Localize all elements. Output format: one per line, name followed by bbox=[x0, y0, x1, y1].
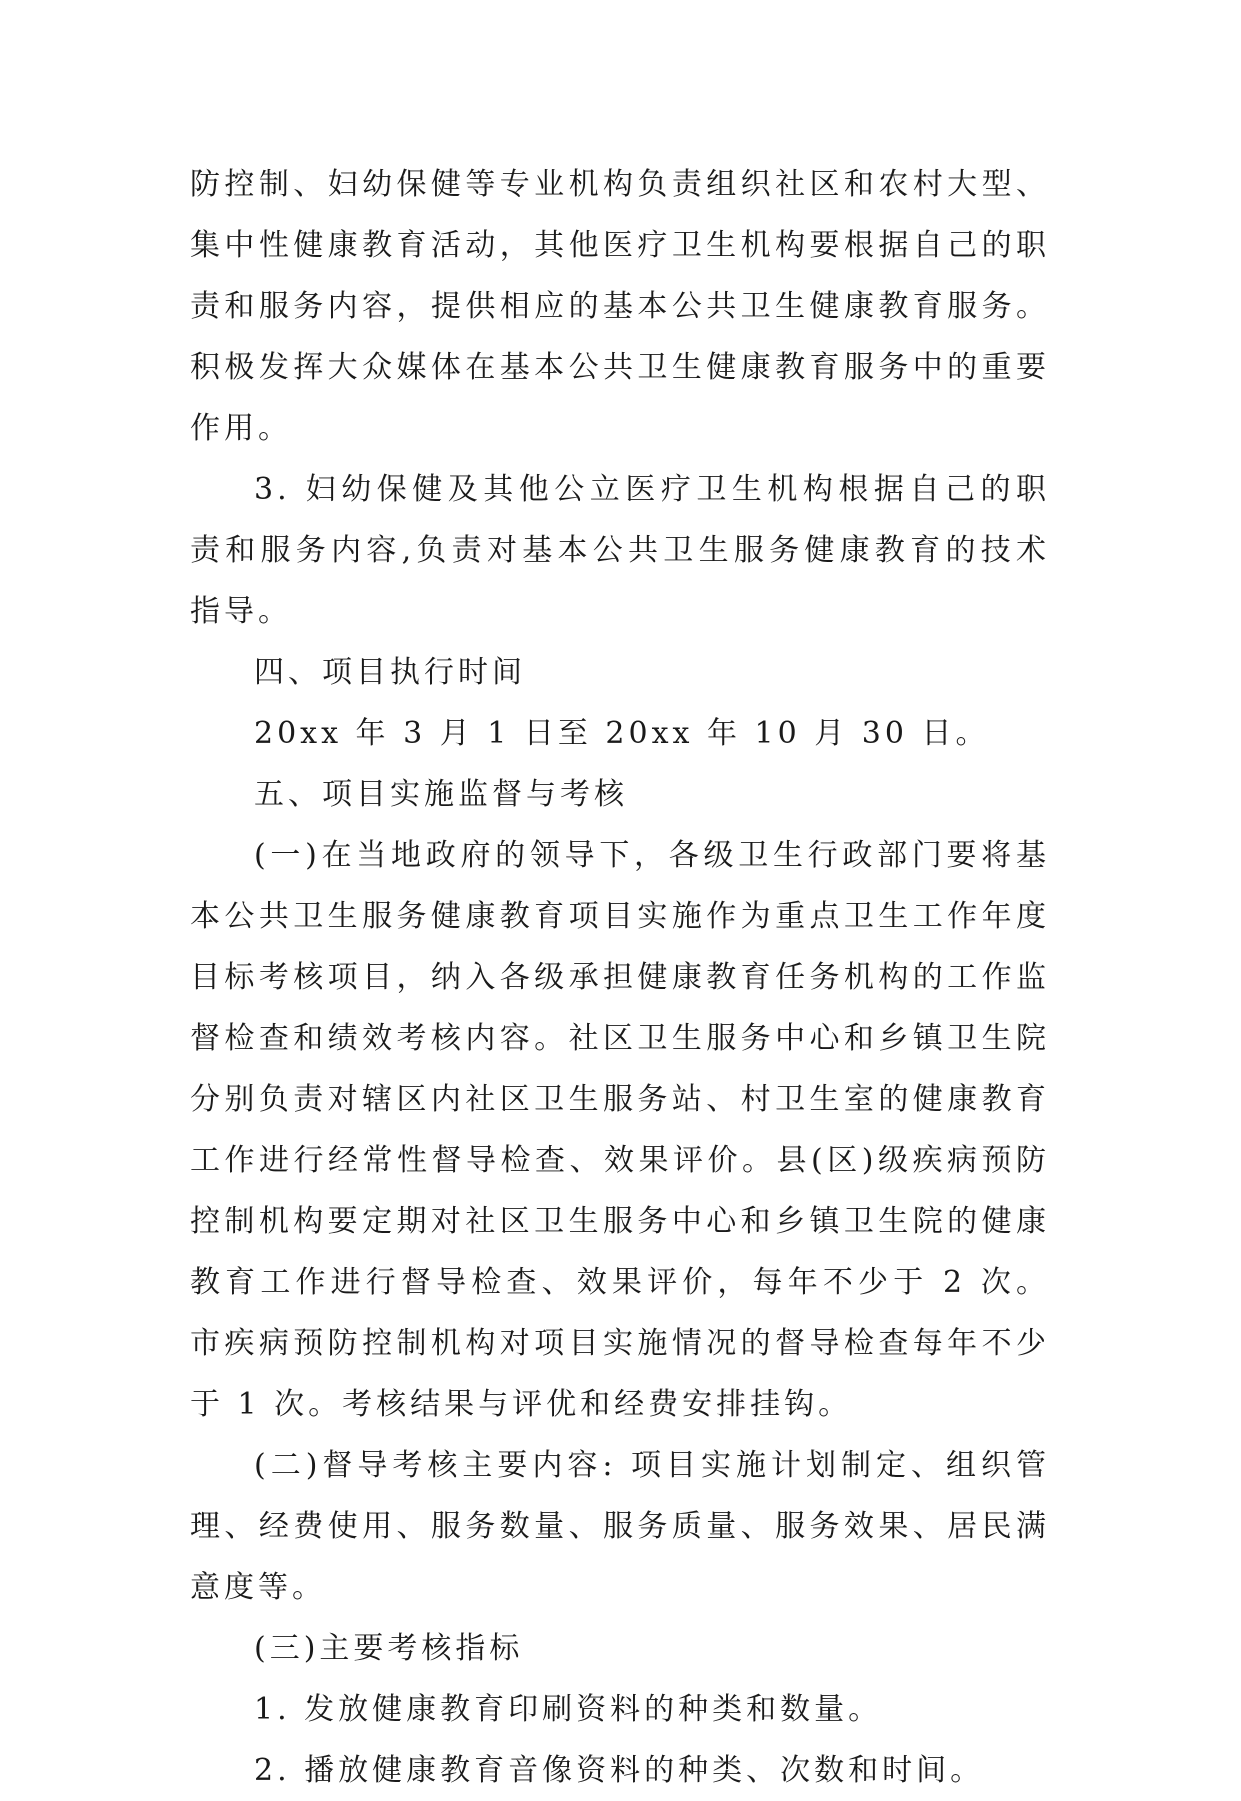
paragraph-supervision: (一)在当地政府的领导下，各级卫生行政部门要将基本公共卫生服务健康教育项目实施作为重点卫生工作年度目标考核项目，纳入各级承担健康教育任务机构的工作监督检查和绩效考核内容。社区卫生服务中心和乡镇卫生院分别负责对辖区内社区卫生服务站、村卫生室的健康教育工作进行经常性督导检查、效果评价。县(区)级疾病预防控制机构要定期对社区卫生服务中心和乡镇卫生院的健康教育工作进行督导检查、效果评价，每年不少于 2 次。市疾病预防控制机构对项目实施情况的督导检查每年不少于 1 次。考核结果与评优和经费安排挂钩。 bbox=[190, 838, 1050, 1422]
paragraph-continuation: 防控制、妇幼保健等专业机构负责组织社区和农村大型、集中性健康教育活动，其他医疗卫生机构要根据自己的职责和服务内容，提供相应的基本公共卫生健康教育服务。积极发挥大众媒体在基本公共卫生健康教育服务中的重要作用。 bbox=[190, 167, 1050, 446]
paragraph-assessment-content: (二)督导考核主要内容: 项目实施计划制定、组织管理、经费使用、服务数量、服务质量、服务效果、居民满意度等。 bbox=[190, 1448, 1050, 1605]
section-heading-5: 五、项目实施监督与考核 bbox=[254, 777, 628, 812]
indicator-item-1: 1. 发放健康教育印刷资料的种类和数量。 bbox=[254, 1692, 883, 1727]
indicator-item-2: 2. 播放健康教育音像资料的种类、次数和时间。 bbox=[254, 1753, 985, 1788]
section-heading-4: 四、项目执行时间 bbox=[254, 655, 526, 690]
execution-period: 20xx 年 3 月 1 日至 20xx 年 10 月 30 日。 bbox=[254, 716, 990, 751]
paragraph-item-3: 3. 妇幼保健及其他公立医疗卫生机构根据自己的职责和服务内容,负责对基本公共卫生服务健康教育的技术指导。 bbox=[190, 472, 1050, 629]
document-body bbox=[190, 154, 1050, 1801]
subheading-indicators: (三)主要考核指标 bbox=[254, 1631, 524, 1666]
